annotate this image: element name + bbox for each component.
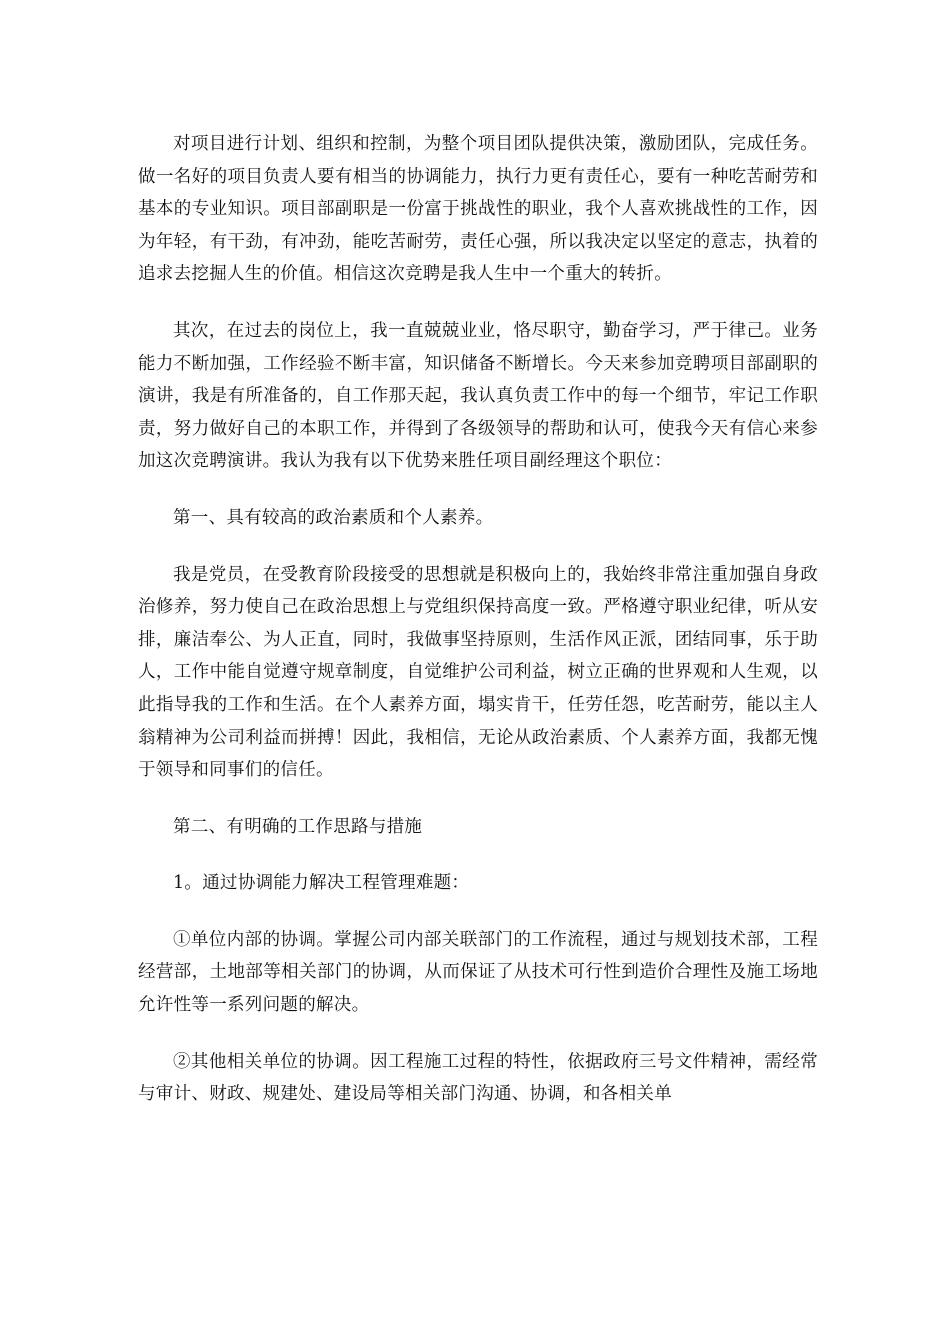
heading-second-point: 第二、有明确的工作思路与措施 (173, 816, 423, 837)
paragraph-external-coordination: ②其他相关单位的协调。因工程施工过程的特性，依据政府三号文件精神，需经常与审计、财政、规建处、建设局等相关部门沟通、协调，和各相关单 (138, 1051, 818, 1105)
paragraph-internal-coordination: ①单位内部的协调。掌握公司内部关联部门的工作流程，通过与规划技术部，工程经营部，土地部等相关部门的协调，从而保证了从技术可行性到造价合理性及施工场地允许性等一系列问题的解决。 (138, 929, 818, 1016)
document-page (138, 128, 818, 1135)
subheading-coordination: 1。通过协调能力解决工程管理难题： (173, 873, 470, 894)
paragraph-second: 其次，在过去的岗位上，我一直兢兢业业，恪尽职守，勤奋学习，严于律己。业务能力不断加强，工作经验不断丰富，知识储备不断增长。今天来参加竞聘项目部副职的演讲，我是有所准备的，自工作那天起，我认真负责工作中的每一个细节，牢记工作职责，努力做好自己的本职工作，并得到了各级领导的帮助和认可，使我今天有信心来参加这次竞聘演讲。我认为我有以下优势来胜任项目副经理这个职位： (138, 320, 818, 472)
heading-first-point: 第一、具有较高的政治素质和个人素养。 (173, 507, 494, 528)
paragraph-intro: 对项目进行计划、组织和控制，为整个项目团队提供决策，激励团队，完成任务。做一名好的项目负责人要有相当的协调能力，执行力更有责任心，要有一种吃苦耐劳和基本的专业知识。项目部副职是一份富于挑战性的职业，我个人喜欢挑战性的工作，因为年轻，有干劲，有冲劲，能吃苦耐劳，责任心强，所以我决定以坚定的意志，执着的追求去挖掘人生的价值。相信这次竞聘是我人生中一个重大的转折。 (138, 134, 818, 285)
paragraph-political-quality: 我是党员，在受教育阶段接受的思想就是积极向上的，我始终非常注重加强自身政治修养，努力使自己在政治思想上与党组织保持高度一致。严格遵守职业纪律，听从安排，廉洁奉公、为人正直，同时，我做事坚持原则，生活作风正派，团结同事，乐于助人，工作中能自觉遵守规章制度，自觉维护公司利益，树立正确的世界观和人生观，以此指导我的工作和生活。在个人素养方面，塌实肯干，任劳任怨，吃苦耐劳，能以主人翁精神为公司利益而拼搏！因此，我相信，无论从政治素质、个人素养方面，我都无愧于领导和同事们的信任。 (138, 564, 818, 781)
